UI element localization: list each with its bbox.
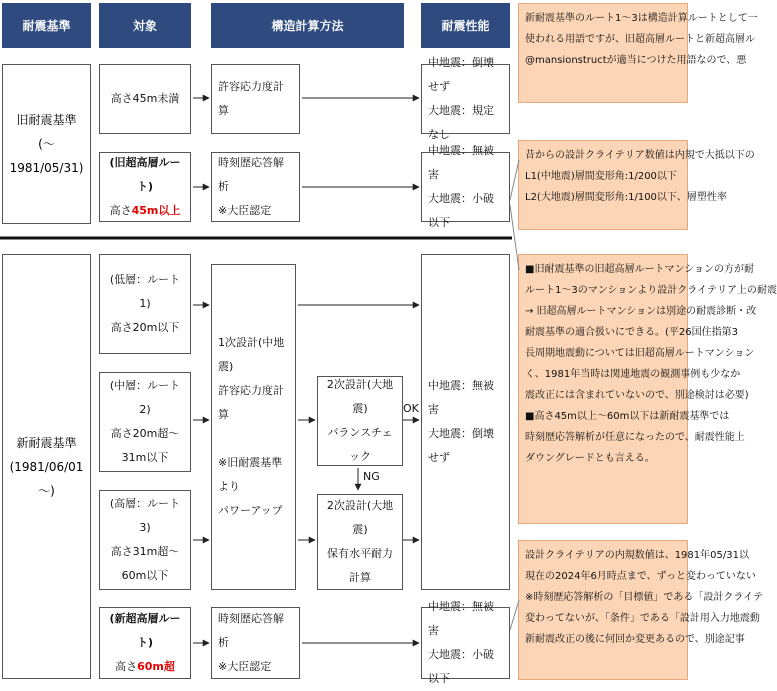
perf-mid: 中地震：無被害 [428,600,494,637]
note-line: ルート1～3のマンションより設計クライテリア上の耐震 [525,285,777,296]
old-method-allowable-stress [211,64,300,134]
new-target-mid [99,372,191,472]
header-performance: 耐震性能 [421,3,510,48]
perf-large: 大地震：小破以下 [428,648,494,685]
note-line: → 旧超高層ルートマンションは別途の耐震診断・改 [525,306,757,317]
era-period: (1981/06/01～) [9,459,84,498]
note-line: 震改正には含まれていないので、別途検討は必要) [525,390,749,401]
secondary-text: 2次設計(大地震) [326,499,394,536]
height-text: 高さ20m超～ [110,427,180,440]
height-value: 60m超 [137,660,175,673]
note-line: 時刻歴応答解析が任意になったので、耐震性能上 [525,432,745,443]
new-super-high-target [99,607,191,679]
old-performance [421,56,510,141]
method-text: 時刻歴応答解析 [218,612,284,649]
route-label: (低層：ルート1) [109,273,181,310]
note-line: 変わってないが、「条件」である「設計用入力地震動 [525,613,760,624]
old-target-under-45m [99,64,191,134]
height-line [110,199,181,223]
note-line: ■高さ45m以上～60m以下は新耐震基準では [525,411,730,422]
route-label: (高層：ルート3) [109,497,181,534]
note-line: ※時刻歴応答解析の「目標値」である「設計クライテ [525,592,764,603]
ng-label: NG [363,470,380,483]
route-label: (中層：ルート2) [109,379,181,416]
note-line: @mansionstructが適当につけた用語なので、悪 [525,55,747,66]
height-line [115,655,175,679]
primary-text: 許容応力度計算 [218,384,284,421]
height-text: 高さ20m以下 [110,321,180,334]
perf-mid: 中地震：無被害 [428,144,494,181]
route-label: (新超高層ルート) [109,612,181,649]
height-value: 45m以上 [131,204,181,217]
secondary-text: バランスチェック [327,426,393,463]
note-line: 耐震基準の適合扱いにできる。(平26国住指第3 [525,327,738,338]
old-super-performance [421,144,510,229]
primary-note: ※旧耐震基準より [218,456,283,493]
new-target-low [99,254,191,354]
secondary-balance-check [317,376,403,466]
primary-text: 1次設計(中地震) [218,336,285,373]
ok-label: OK [403,402,419,415]
note-line: ダウングレードとも言える。 [525,453,655,464]
note-pointer [510,600,519,630]
primary-design [211,264,296,590]
header-target: 対象 [99,3,191,48]
method-text: 許容応力度計算 [218,80,284,117]
era-period: (～1981/05/31) [9,137,84,175]
height-text: 31m以下 [121,451,169,464]
target-text: 高さ45m未満 [110,92,180,105]
note-line: 現在の2024年6月時点まで、ずっと変わっていない [525,571,756,582]
note-pointer [510,160,519,200]
era-label: 新耐震基準 [16,435,77,450]
header-standard: 耐震基準 [2,3,91,48]
new-performance [421,254,510,590]
note-line: 設計クライテリアの内規数値は、1981年05/31以 [525,550,749,561]
height-prefix: 高さ [115,660,138,673]
height-text: 60m以下 [121,569,169,582]
perf-large: 大地震：小破以下 [428,192,494,229]
new-method-time-history [211,607,300,679]
perf-large: 大地震：倒壊せず [428,427,494,464]
secondary-horizontal-capacity [317,494,403,590]
new-target-high [99,490,191,590]
method-note: ※大臣認定 [218,660,272,673]
era-old-standard [2,64,91,224]
perf-large: 大地震：規定なし [428,104,494,141]
secondary-text: 2次設計(大地震) [326,378,394,415]
height-prefix: 高さ [109,204,132,217]
new-super-performance [421,600,510,685]
secondary-text: 保有水平耐力計算 [327,547,393,584]
method-text: 時刻歴応答解析 [218,156,284,193]
method-note: ※大臣認定 [218,204,272,217]
perf-mid: 中地震：倒壊せず [428,56,494,93]
header-method: 構造計算方法 [211,3,404,48]
old-super-high-target [99,152,191,222]
note-line: 新耐震改正の後に何回か変更あるので、別途記事 [525,634,745,645]
era-new-standard [2,254,91,679]
note-line: L1(中地震)層間変形角:1/200以下 [525,171,677,182]
note-line: L2(大地震)層間変形角:1/100以下、層塑性率 [525,192,727,203]
era-label: 旧耐震基準 [16,113,77,127]
note-line: ■旧耐震基準の旧超高層ルートマンションの方が耐 [525,264,754,275]
old-method-time-history [211,152,300,222]
perf-mid: 中地震：無被害 [428,379,494,416]
note-line: 新耐震基準のルート1～3は構造計算ルートとして一 [525,13,758,24]
primary-note: パワーアップ [218,504,283,517]
note-line: 長周期地震動については旧超高層ルートマンション [525,348,755,359]
height-text: 高さ31m超～ [110,545,180,558]
note-line: く、1981年当時は関連地震の観測事例も少なか [525,369,741,380]
route-label: (旧超高層ルート) [109,156,181,193]
note-line: 使われる用語ですが、旧超高層ルートと新超高層ル [525,34,755,45]
note-line: 昔からの設計クライテリア数値は内規で大抵以下の [525,150,755,161]
